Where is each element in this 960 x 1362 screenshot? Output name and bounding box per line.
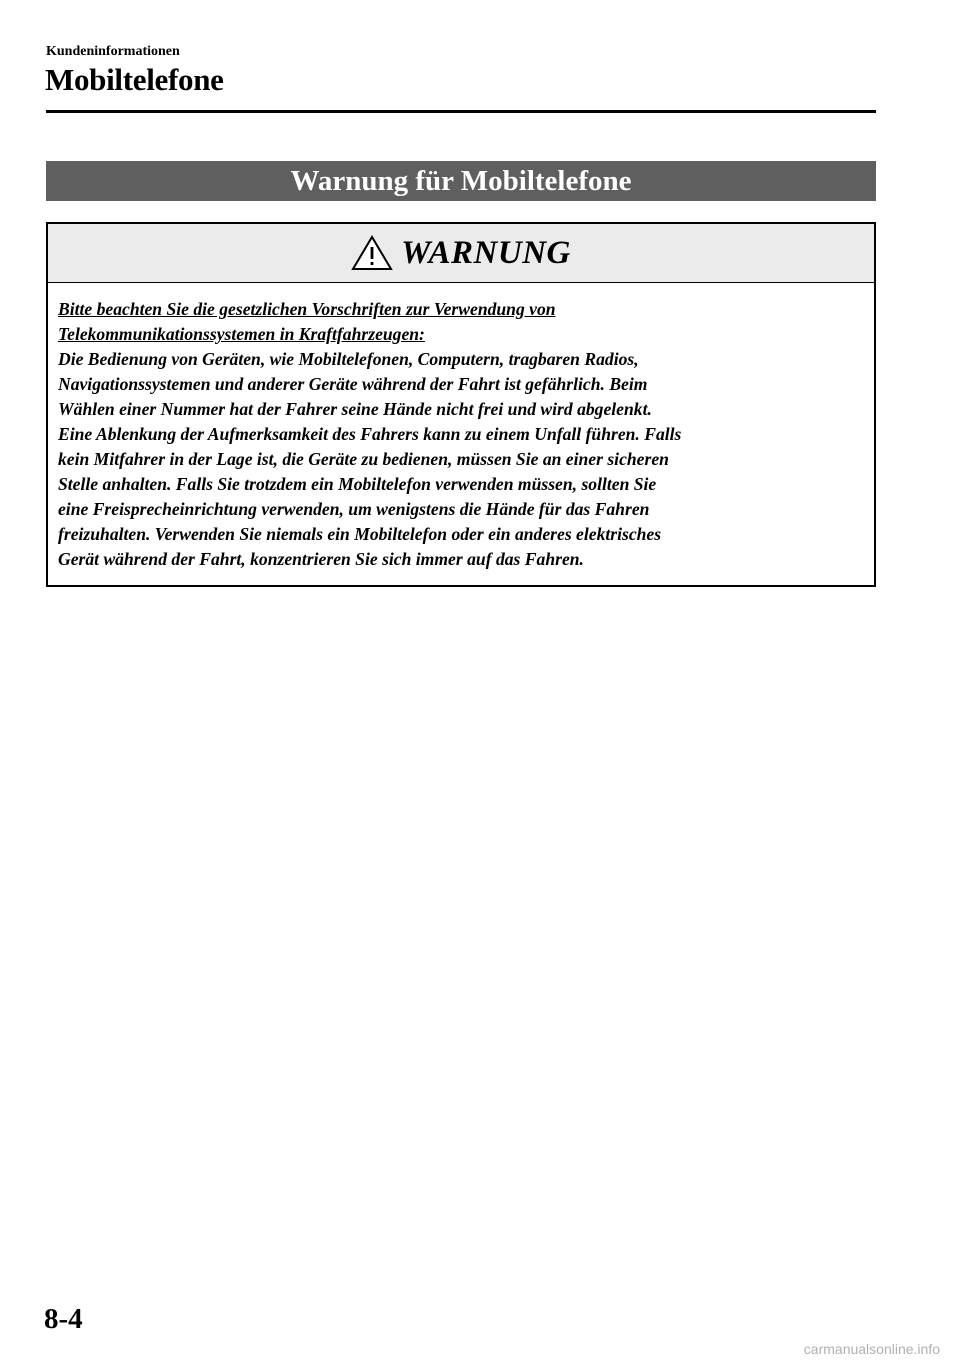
page-number: 8-4 — [44, 1303, 83, 1335]
warning-body-line: Stelle anhalten. Falls Sie trotzdem ein Mobiltelefon verwenden müssen, sollten Sie — [58, 474, 657, 494]
page-title: Mobiltelefone — [45, 62, 224, 97]
warning-body-line: kein Mitfahrer in der Lage ist, die Geräte zu bedienen, müssen Sie an einer sicheren — [58, 449, 669, 469]
warning-body-line: Gerät während der Fahrt, konzentrieren Sie sich immer auf das Fahren. — [58, 549, 584, 569]
warning-lead-line: Telekommunikationssystemen in Kraftfahrzeugen: — [58, 324, 425, 344]
warning-body-line: Die Bedienung von Geräten, wie Mobiltelefonen, Computern, tragbaren Radios, — [58, 349, 639, 369]
topic-banner: Warnung für Mobiltelefone — [46, 161, 876, 201]
warning-label: WARNUNG — [401, 235, 571, 271]
warning-header — [48, 224, 874, 283]
watermark: carmanualsonline.info — [803, 1341, 940, 1357]
section-kicker: Kundeninformationen — [46, 44, 180, 59]
warning-triangle-icon — [351, 235, 393, 271]
title-divider — [46, 110, 876, 113]
warning-body-line: freizuhalten. Verwenden Sie niemals ein Mobiltelefon oder ein anderes elektrisches — [58, 524, 662, 544]
warning-body-line: Navigationssystemen und anderer Geräte während der Fahrt ist gefährlich. Beim — [58, 374, 648, 394]
warning-body-line: Eine Ablenkung der Aufmerksamkeit des Fahrers kann zu einem Unfall führen. Falls — [58, 424, 682, 444]
warning-body-line: Wählen einer Nummer hat der Fahrer seine Hände nicht frei und wird abgelenkt. — [58, 399, 652, 419]
warning-body — [48, 283, 874, 572]
warning-lead-line: Bitte beachten Sie die gesetzlichen Vorschriften zur Verwendung von — [58, 299, 556, 319]
warning-body-line: eine Freisprecheinrichtung verwenden, um wenigstens die Hände für das Fahren — [58, 499, 650, 519]
warning-box — [46, 222, 876, 587]
